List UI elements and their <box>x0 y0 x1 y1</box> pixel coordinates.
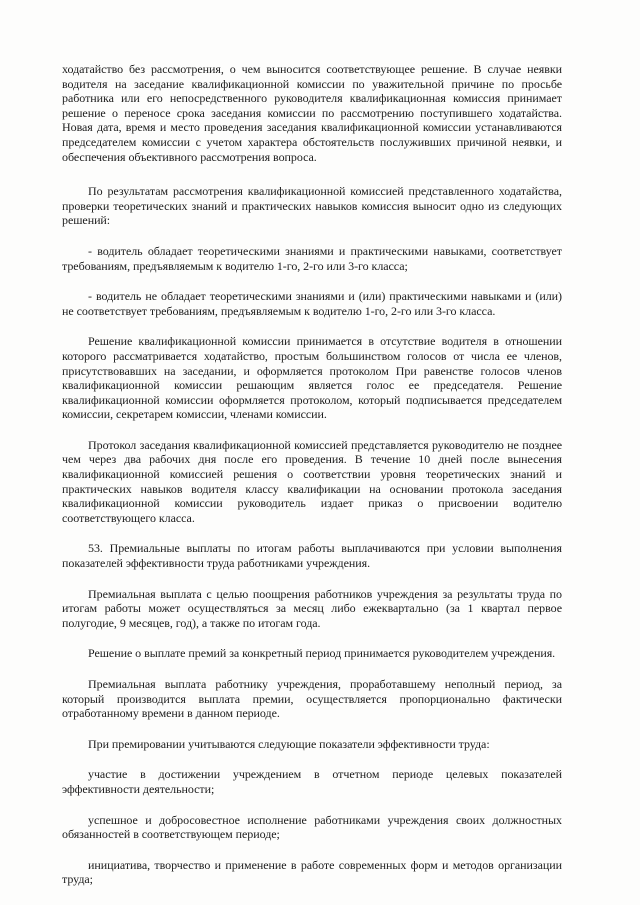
paragraph-absence-procedure: ходатайство без рассмотрения, о чем выносится соответствующее решение. В случае неявки водителя на заседание квалификационной комиссии по уважительной причине по просьбе работника или его непосредственного руководителя квалификационная комиссия принимает решение о переносе срока заседания комиссии по рассмотрению поступившего ходатайства. Новая дата, время и место проведения заседания квалификационной комиссии устанавливаются председателем комиссии с учетом характера обстоятельств послуживших причиной неявки, и обеспечения объективного рассмотрения вопроса. <box>62 62 562 164</box>
list-item-indicator-initiative: инициатива, творчество и применение в работе современных форм и методов организации труда; <box>62 857 562 887</box>
paragraph-protocol-submission: Протокол заседания квалификационной комиссией представляется руководителю не позднее чем через два рабочих дня после его проведения. В течение 10 дней после вынесения квалификационной комиссией решения о соответствии уровня теоретических знаний и практических навыков водителя классу квалификации на основании протокола заседания квалификационной комиссии руководитель издает приказ о присвоении водителю соответствующего класса. <box>62 437 562 525</box>
paragraph-bonus-periods: Премиальная выплата с целью поощрения работников учреждения за результаты труда по итогам работы может осуществляться за месяц либо ежеквартально (за 1 квартал первое полугодие, 9 месяцев, год), а также по итогам года. <box>62 586 562 630</box>
list-item-decision-meets: - водитель обладает теоретическими знаниями и практическими навыками, соответствует требованиям, предъявляемым к водителю 1-го, 2-го или 3-го класса; <box>62 243 562 273</box>
paragraph-indicators-intro: При премировании учитываются следующие показатели эффективности труда: <box>88 736 490 751</box>
document-body <box>62 62 562 903</box>
paragraph-decision-voting: Решение квалификационной комиссии принимается в отсутствие водителя в отношении которого рассматривается ходатайство, простым большинством голосов от числа ее членов, присутствовавших на заседании, и оформляется протоколом При равенстве голосов членов квалификационной комиссии решающим является голос ее председателя. Решение квалификационной комиссии оформляется протоколом, который подписывается председателем комиссии, секретарем комиссии, членами комиссии. <box>62 334 562 422</box>
paragraph-commission-decisions: По результатам рассмотрения квалификационной комиссией представленного ходатайства, проверки теоретических знаний и практических навыков комиссия выносит одно из следующих решений: <box>62 184 562 228</box>
list-item-indicator-targets: участие в достижении учреждением в отчетном периоде целевых показателей эффективности деятельности; <box>62 767 562 796</box>
paragraph-section-53: 53. Премиальные выплаты по итогам работы выплачиваются при условии выполнения показателей эффективности труда работниками учреждения. <box>62 541 562 571</box>
paragraph-bonus-decision: Решение о выплате премий за конкретный период принимается руководителем учреждения. <box>88 646 556 661</box>
paragraph-partial-period: Премиальная выплата работнику учреждения, проработавшему неполный период, за который производится выплата премии, осуществляется пропорционально фактически отработанному времени в данном периоде. <box>62 677 562 721</box>
list-item-indicator-duties: успешное и добросовестное исполнение работниками учреждения своих должностных обязанностей в соответствующем периоде; <box>62 812 562 842</box>
list-item-decision-fails: - водитель не обладает теоретическими знаниями и (или) практическими навыками и (или) не соответствует требованиям, предъявляемым к водителю 1-го, 2-го или 3-го класса. <box>62 289 562 318</box>
